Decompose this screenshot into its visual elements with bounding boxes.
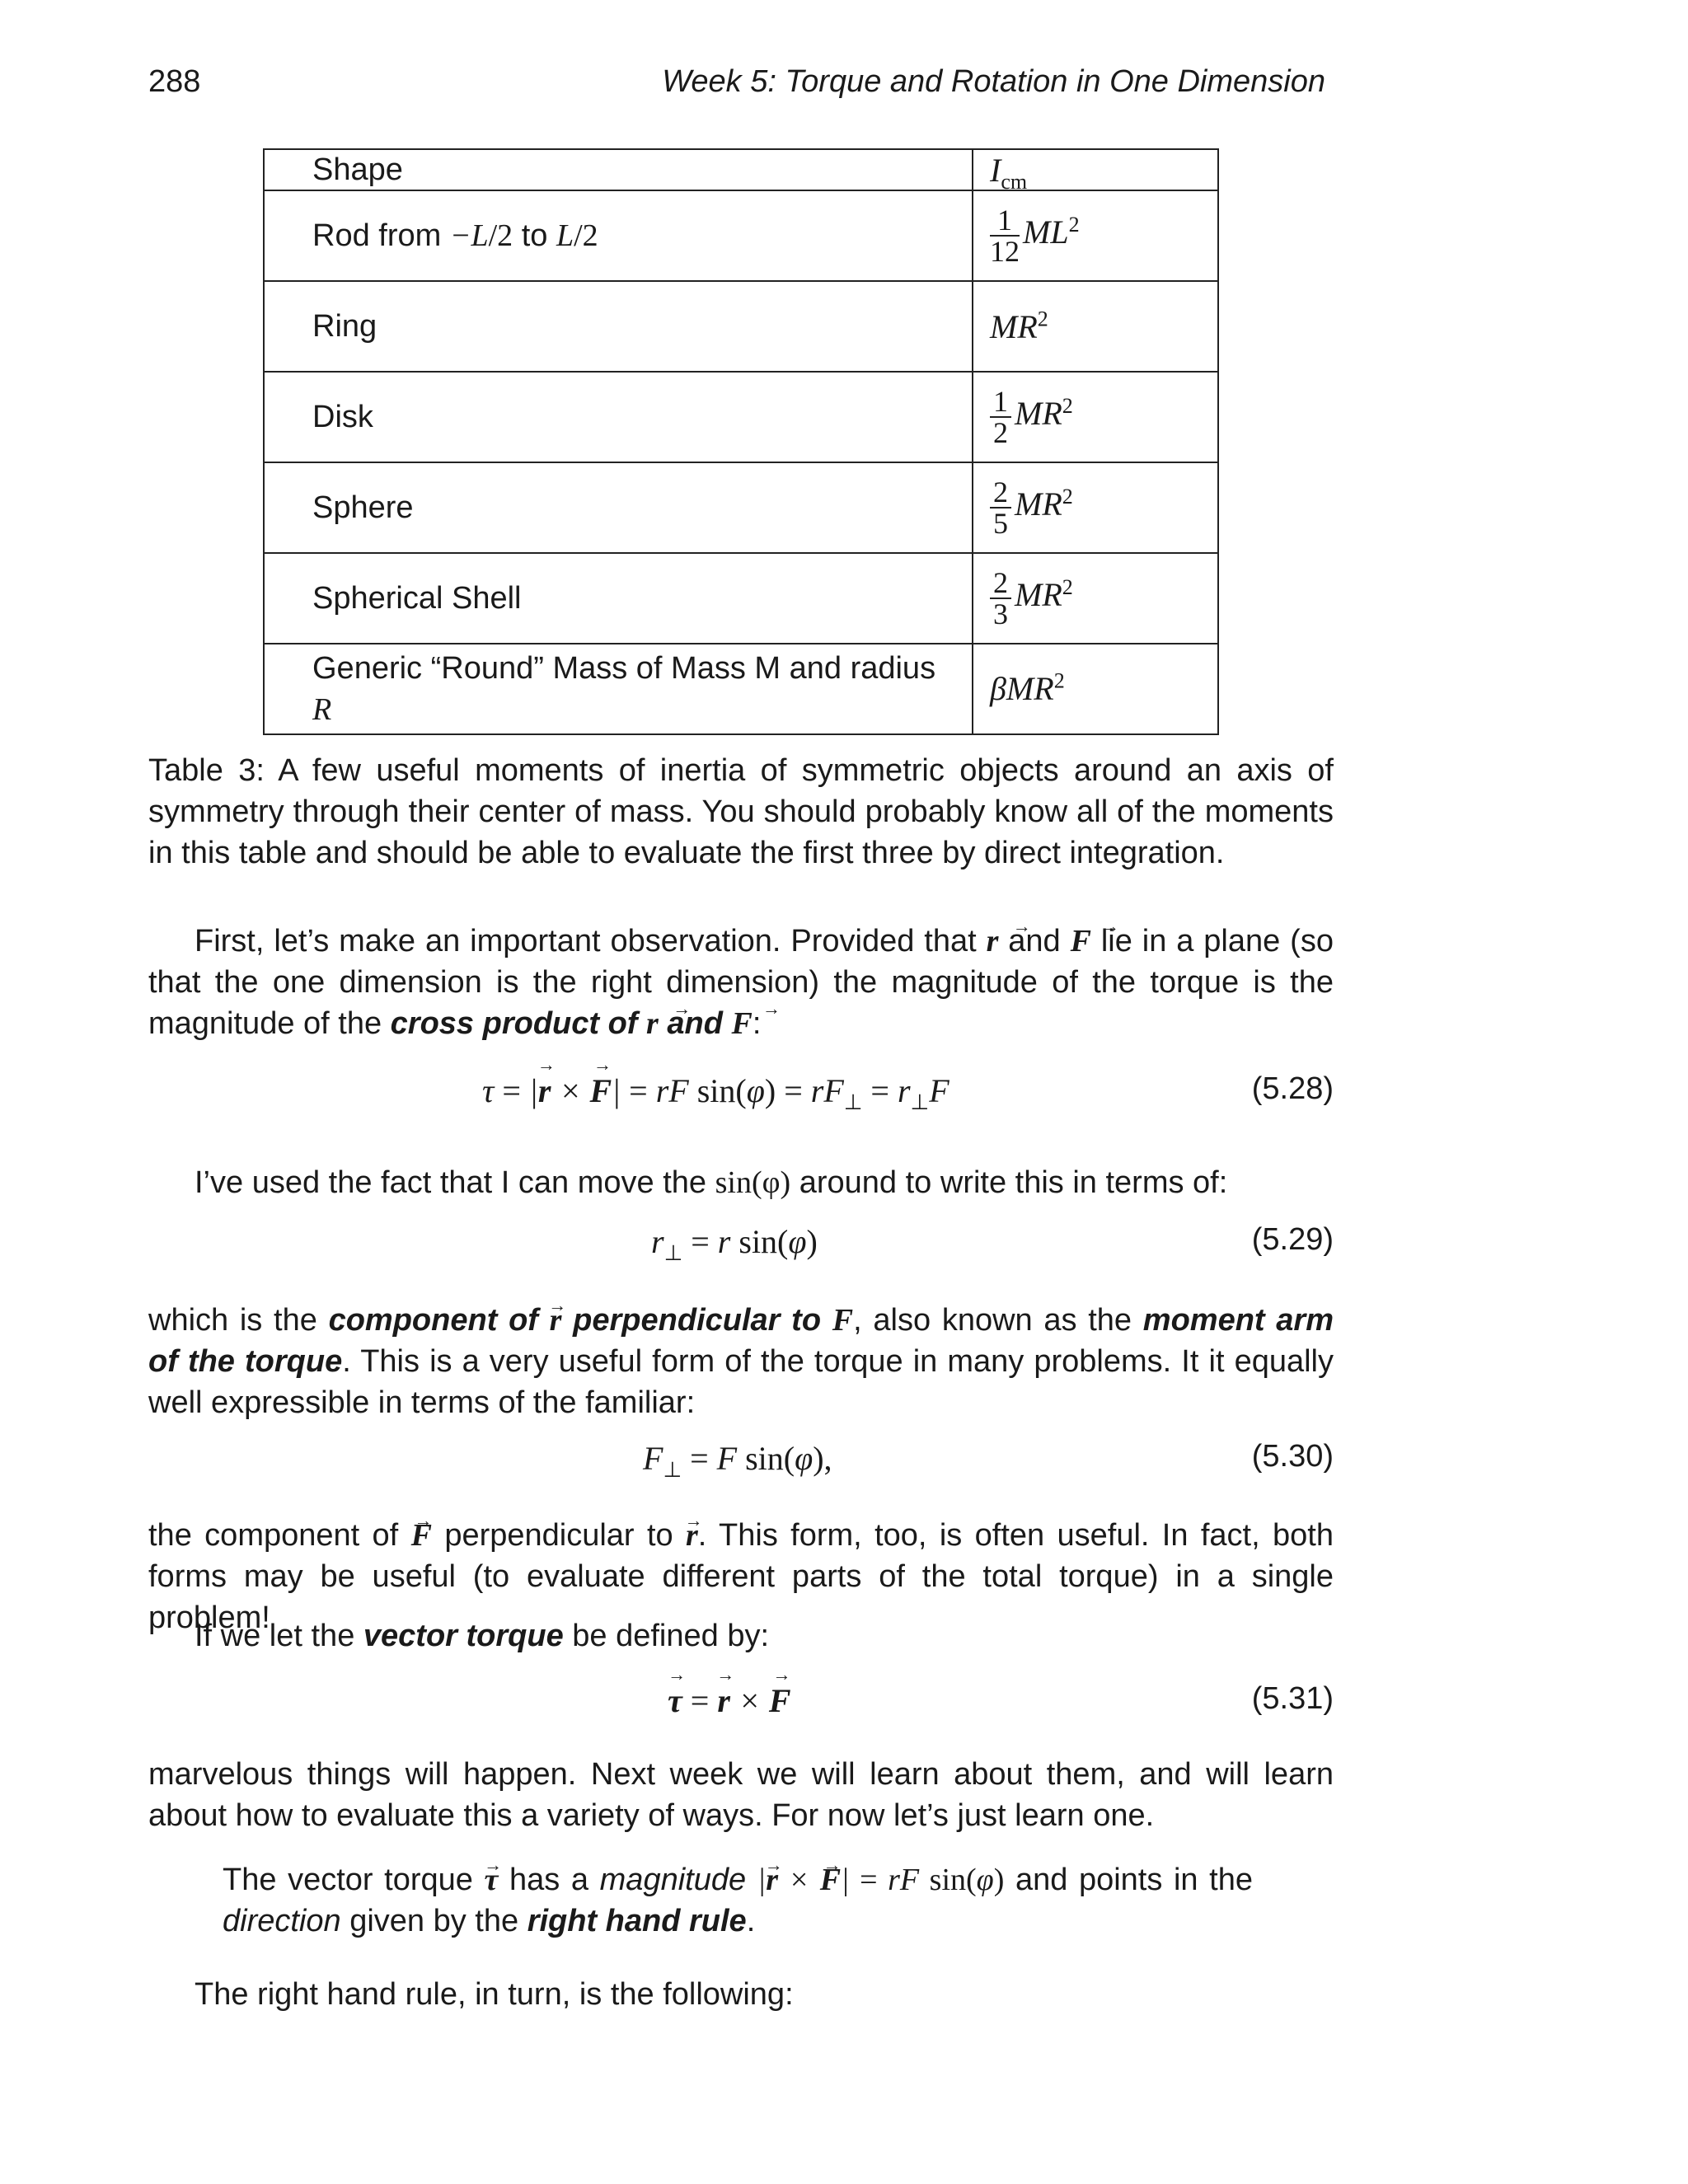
paragraph: If we let the vector torque be defined by: xyxy=(195,1619,770,1653)
page-number: 288 xyxy=(148,64,201,99)
equation-5-28: τ = |r → × F →| = rF $\sin(\varphi) = rF_\perp = r_\perp F$ (5.28) xyxy=(148,1071,1334,1113)
fraction: $\frac{2}{5}$ xyxy=(990,477,1011,538)
paragraph: which is the component of r → perpendicular to F, also known as the moment arm of the torque. This is a very useful form of the torque in many problems. It it equally well expressible in terms of the familiar: xyxy=(148,1300,1334,1423)
icm-cell: $\frac{2}{5}$ $MR^2$ xyxy=(973,462,1218,553)
equation-number: (5.29) xyxy=(1251,1222,1334,1257)
icm-cell: $\frac{1}{12}$ $ML^2$ xyxy=(973,190,1218,281)
paragraph: I’ve used the fact that I can move the sin(φ) around to write this in terms of: xyxy=(195,1165,1228,1200)
paragraph: First, let’s make an important observation. Provided that r → and F → lie in a plane (so that the one dimension is the right dimension) the magnitude of the torque is the magnitude of the cross product of r → and F →: xyxy=(148,921,1334,1044)
shape-cell: Generic “Round” Mass of Mass M and radius R xyxy=(264,644,973,734)
table-row xyxy=(264,644,1218,734)
fraction: $\frac{2}{3}$ xyxy=(990,568,1011,629)
paragraph: marvelous things will happen. Next week we will learn about them, and will learn about how to evaluate this a variety of ways. For now let’s just learn one. xyxy=(148,1757,1334,1833)
shape-cell: Sphere xyxy=(264,462,973,553)
moments-of-inertia-table xyxy=(263,148,1219,735)
boxed-statement: The vector torque τ → has a magnitude |r → × F →| = rF sin(φ) and points in the direction given by the right hand rule. xyxy=(223,1859,1253,1942)
table-row xyxy=(264,553,1218,644)
equation-number: (5.31) xyxy=(1251,1681,1334,1716)
equation-5-31: τ → = r → × F → (5.31) xyxy=(148,1681,1334,1722)
icm-cell: $\frac{2}{3}$ $MR^2$ xyxy=(973,553,1218,644)
table-caption: Table 3: A few useful moments of inertia of symmetric objects around an axis of symmetry through their center of mass. You should probably know all of the moments in this table and should be able to evaluate the first three by direct integration. xyxy=(148,753,1334,870)
paragraph: the component of F → perpendicular to r →. This form, too, is often useful. In fact, both forms may be useful (to evaluate different parts of the total torque) in a single problem! xyxy=(148,1515,1334,1638)
table-row xyxy=(264,190,1218,281)
equation-number: (5.30) xyxy=(1251,1439,1334,1474)
header-shape: Shape xyxy=(264,149,973,190)
equation-number: (5.28) xyxy=(1251,1071,1334,1106)
running-header-title: Week 5: Torque and Rotation in One Dimension xyxy=(662,64,1325,99)
shape-cell: Ring xyxy=(264,281,973,372)
shape-cell: Rod from −L/2 to L/2 xyxy=(264,190,973,281)
equation-5-29: $r_\perp = r$ sin(φ) (5.29) xyxy=(651,1222,1334,1265)
fraction: $\frac{1}{12}$ xyxy=(990,204,1020,268)
icm-cell: $MR^2$ xyxy=(973,281,1218,372)
fraction: $\frac{1}{2}$ xyxy=(990,387,1011,448)
icm-cell: βMR$^2$ xyxy=(973,644,1218,734)
shape-cell: Spherical Shell xyxy=(264,553,973,644)
paragraph: The right hand rule, in turn, is the following: xyxy=(195,1977,794,2012)
equation-5-30: $F_\perp = F$ sin(φ), (5.30) xyxy=(643,1439,1334,1482)
table-row xyxy=(264,372,1218,462)
shape-cell: Disk xyxy=(264,372,973,462)
icm-cell: $\frac{1}{2}$ $MR^2$ xyxy=(973,372,1218,462)
table-row xyxy=(264,281,1218,372)
table-header-row xyxy=(264,149,1218,190)
header-icm: $I_{cm}$ xyxy=(973,149,1218,190)
table-row xyxy=(264,462,1218,553)
